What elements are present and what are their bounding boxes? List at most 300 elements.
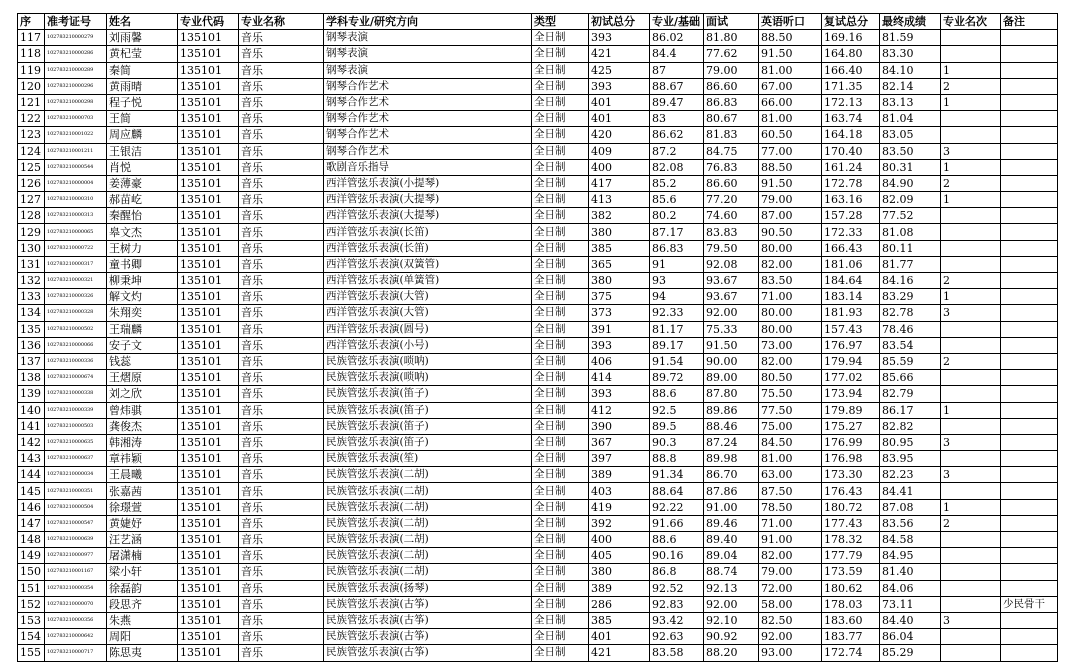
table-row: [18, 402, 1058, 418]
cell-interview-score: 81.83: [704, 127, 759, 143]
cell-research-direction: 歌剧音乐指导: [324, 159, 532, 175]
cell-exam-id: 102783210000635: [45, 434, 107, 450]
cell-major-name: 音乐: [239, 111, 324, 127]
cell-exam-id: 102783210000296: [45, 78, 107, 94]
cell-major-rank: 2: [941, 78, 1001, 94]
cell-major-rank: [941, 240, 1001, 256]
table-row: [18, 515, 1058, 531]
cell-study-type: 全日制: [532, 273, 589, 289]
cell-interview-score: 89.00: [704, 370, 759, 386]
cell-interview-score: 86.83: [704, 94, 759, 110]
cell-name: 汪艺涵: [107, 532, 178, 548]
table-row: [18, 596, 1058, 612]
cell-major-name: 音乐: [239, 564, 324, 580]
cell-prelim-score: 420: [589, 127, 650, 143]
cell-interview-score: 89.86: [704, 402, 759, 418]
cell-seq: 149: [18, 548, 45, 564]
table-row: [18, 434, 1058, 450]
cell-study-type: 全日制: [532, 30, 589, 46]
cell-major-name: 音乐: [239, 159, 324, 175]
cell-name: 姜薄豪: [107, 175, 178, 191]
cell-english-oral-score: 71.00: [759, 515, 822, 531]
cell-specialty-score: 89.17: [650, 337, 704, 353]
cell-prelim-score: 401: [589, 94, 650, 110]
cell-final-score: 84.41: [880, 483, 941, 499]
cell-major-code: 135101: [178, 289, 239, 305]
cell-english-oral-score: 82.00: [759, 548, 822, 564]
cell-remark: [1001, 499, 1058, 515]
cell-name: 刘之欣: [107, 386, 178, 402]
cell-study-type: 全日制: [532, 143, 589, 159]
cell-final-score: 82.79: [880, 386, 941, 402]
cell-interview-score: 77.20: [704, 192, 759, 208]
cell-prelim-score: 417: [589, 175, 650, 191]
cell-research-direction: 西洋管弦乐表演(单簧管): [324, 273, 532, 289]
cell-retest-score: 183.14: [822, 289, 880, 305]
cell-major-code: 135101: [178, 386, 239, 402]
cell-major-rank: 3: [941, 467, 1001, 483]
cell-prelim-score: 401: [589, 629, 650, 645]
cell-major-code: 135101: [178, 273, 239, 289]
header-research-direction: 学科专业/研究方向: [324, 14, 532, 30]
cell-major-rank: [941, 645, 1001, 661]
cell-seq: 155: [18, 645, 45, 661]
cell-major-code: 135101: [178, 78, 239, 94]
cell-major-rank: 2: [941, 353, 1001, 369]
cell-seq: 123: [18, 127, 45, 143]
cell-english-oral-score: 81.00: [759, 111, 822, 127]
cell-final-score: 84.90: [880, 175, 941, 191]
cell-exam-id: 102783210000642: [45, 629, 107, 645]
cell-research-direction: 民族管弦乐表演(二胡): [324, 515, 532, 531]
cell-remark: [1001, 564, 1058, 580]
table-row: [18, 418, 1058, 434]
cell-prelim-score: 409: [589, 143, 650, 159]
cell-retest-score: 176.97: [822, 337, 880, 353]
cell-retest-score: 173.30: [822, 467, 880, 483]
header-retest-score: 复试总分: [822, 14, 880, 30]
cell-study-type: 全日制: [532, 62, 589, 78]
cell-interview-score: 87.86: [704, 483, 759, 499]
cell-seq: 130: [18, 240, 45, 256]
cell-seq: 146: [18, 499, 45, 515]
cell-english-oral-score: 78.50: [759, 499, 822, 515]
cell-prelim-score: 413: [589, 192, 650, 208]
cell-exam-id: 102783210000279: [45, 30, 107, 46]
cell-retest-score: 176.43: [822, 483, 880, 499]
cell-major-rank: [941, 127, 1001, 143]
cell-major-code: 135101: [178, 402, 239, 418]
cell-interview-score: 90.92: [704, 629, 759, 645]
cell-major-name: 音乐: [239, 62, 324, 78]
cell-remark: [1001, 78, 1058, 94]
cell-retest-score: 163.16: [822, 192, 880, 208]
cell-retest-score: 181.06: [822, 256, 880, 272]
cell-specialty-score: 91.66: [650, 515, 704, 531]
cell-major-code: 135101: [178, 192, 239, 208]
cell-interview-score: 88.46: [704, 418, 759, 434]
cell-remark: [1001, 30, 1058, 46]
cell-remark: [1001, 402, 1058, 418]
cell-name: 刘雨馨: [107, 30, 178, 46]
cell-seq: 134: [18, 305, 45, 321]
header-name: 姓名: [107, 14, 178, 30]
cell-seq: 152: [18, 596, 45, 612]
cell-seq: 137: [18, 353, 45, 369]
cell-major-code: 135101: [178, 467, 239, 483]
cell-exam-id: 102783210000339: [45, 402, 107, 418]
cell-english-oral-score: 83.50: [759, 273, 822, 289]
table-row: [18, 370, 1058, 386]
cell-retest-score: 173.94: [822, 386, 880, 402]
cell-retest-score: 177.79: [822, 548, 880, 564]
cell-retest-score: 183.77: [822, 629, 880, 645]
cell-final-score: 82.23: [880, 467, 941, 483]
cell-major-code: 135101: [178, 240, 239, 256]
cell-interview-score: 80.67: [704, 111, 759, 127]
cell-major-rank: 2: [941, 273, 1001, 289]
cell-major-name: 音乐: [239, 483, 324, 499]
cell-specialty-score: 82.08: [650, 159, 704, 175]
cell-prelim-score: 389: [589, 467, 650, 483]
cell-exam-id: 102783210001167: [45, 564, 107, 580]
cell-final-score: 81.40: [880, 564, 941, 580]
cell-name: 郝苗屹: [107, 192, 178, 208]
cell-major-rank: 1: [941, 159, 1001, 175]
table-row: [18, 192, 1058, 208]
cell-final-score: 80.95: [880, 434, 941, 450]
cell-seq: 145: [18, 483, 45, 499]
cell-interview-score: 90.00: [704, 353, 759, 369]
cell-major-name: 音乐: [239, 402, 324, 418]
cell-seq: 144: [18, 467, 45, 483]
cell-specialty-score: 86.62: [650, 127, 704, 143]
cell-name: 秦简: [107, 62, 178, 78]
cell-interview-score: 89.04: [704, 548, 759, 564]
cell-exam-id: 102783210001211: [45, 143, 107, 159]
cell-research-direction: 民族管弦乐表演(笛子): [324, 386, 532, 402]
cell-specialty-score: 86.02: [650, 30, 704, 46]
cell-final-score: 85.66: [880, 370, 941, 386]
cell-major-rank: [941, 46, 1001, 62]
cell-major-name: 音乐: [239, 532, 324, 548]
cell-interview-score: 91.00: [704, 499, 759, 515]
cell-prelim-score: 380: [589, 564, 650, 580]
header-remark: 备注: [1001, 14, 1058, 30]
cell-remark: [1001, 273, 1058, 289]
header-english-oral-score: 英语听口: [759, 14, 822, 30]
cell-major-code: 135101: [178, 256, 239, 272]
cell-major-code: 135101: [178, 46, 239, 62]
cell-english-oral-score: 77.00: [759, 143, 822, 159]
cell-major-code: 135101: [178, 645, 239, 661]
cell-major-rank: [941, 386, 1001, 402]
cell-exam-id: 102783210000504: [45, 499, 107, 515]
table-header-row: [18, 14, 1058, 30]
cell-research-direction: 民族管弦乐表演(二胡): [324, 564, 532, 580]
cell-english-oral-score: 58.00: [759, 596, 822, 612]
table-row: [18, 240, 1058, 256]
cell-major-name: 音乐: [239, 94, 324, 110]
cell-name: 朱燕: [107, 612, 178, 628]
cell-major-name: 音乐: [239, 548, 324, 564]
table-row: [18, 321, 1058, 337]
cell-prelim-score: 400: [589, 532, 650, 548]
cell-prelim-score: 403: [589, 483, 650, 499]
cell-specialty-score: 83.58: [650, 645, 704, 661]
cell-final-score: 83.54: [880, 337, 941, 353]
cell-english-oral-score: 79.00: [759, 192, 822, 208]
cell-prelim-score: 390: [589, 418, 650, 434]
cell-specialty-score: 86.8: [650, 564, 704, 580]
cell-prelim-score: 391: [589, 321, 650, 337]
cell-final-score: 85.29: [880, 645, 941, 661]
cell-final-score: 81.08: [880, 224, 941, 240]
cell-exam-id: 102783210000703: [45, 111, 107, 127]
cell-study-type: 全日制: [532, 596, 589, 612]
cell-research-direction: 西洋管弦乐表演(长笛): [324, 240, 532, 256]
cell-major-name: 音乐: [239, 240, 324, 256]
cell-seq: 150: [18, 564, 45, 580]
cell-retest-score: 169.16: [822, 30, 880, 46]
cell-remark: [1001, 386, 1058, 402]
cell-remark: [1001, 580, 1058, 596]
cell-study-type: 全日制: [532, 645, 589, 661]
cell-specialty-score: 93: [650, 273, 704, 289]
cell-seq: 121: [18, 94, 45, 110]
cell-major-name: 音乐: [239, 515, 324, 531]
cell-study-type: 全日制: [532, 78, 589, 94]
cell-study-type: 全日制: [532, 515, 589, 531]
cell-major-rank: [941, 337, 1001, 353]
cell-english-oral-score: 88.50: [759, 159, 822, 175]
cell-english-oral-score: 91.00: [759, 532, 822, 548]
cell-major-name: 音乐: [239, 629, 324, 645]
cell-seq: 151: [18, 580, 45, 596]
cell-final-score: 77.52: [880, 208, 941, 224]
cell-english-oral-score: 75.50: [759, 386, 822, 402]
cell-research-direction: 民族管弦乐表演(笛子): [324, 418, 532, 434]
cell-prelim-score: 414: [589, 370, 650, 386]
cell-seq: 125: [18, 159, 45, 175]
cell-study-type: 全日制: [532, 564, 589, 580]
cell-major-name: 音乐: [239, 612, 324, 628]
cell-major-rank: [941, 321, 1001, 337]
cell-retest-score: 172.74: [822, 645, 880, 661]
cell-specialty-score: 85.2: [650, 175, 704, 191]
cell-exam-id: 102783210000639: [45, 532, 107, 548]
cell-research-direction: 民族管弦乐表演(唢呐): [324, 353, 532, 369]
cell-retest-score: 177.02: [822, 370, 880, 386]
cell-name: 程子悦: [107, 94, 178, 110]
table-row: [18, 305, 1058, 321]
cell-major-name: 音乐: [239, 467, 324, 483]
cell-remark: [1001, 175, 1058, 191]
cell-major-name: 音乐: [239, 192, 324, 208]
cell-seq: 119: [18, 62, 45, 78]
cell-prelim-score: 400: [589, 159, 650, 175]
cell-name: 钱蕊: [107, 353, 178, 369]
cell-research-direction: 西洋管弦乐表演(圆号): [324, 321, 532, 337]
cell-english-oral-score: 67.00: [759, 78, 822, 94]
cell-major-code: 135101: [178, 353, 239, 369]
cell-major-name: 音乐: [239, 434, 324, 450]
cell-major-rank: 1: [941, 94, 1001, 110]
cell-exam-id: 102783210000328: [45, 305, 107, 321]
cell-english-oral-score: 73.00: [759, 337, 822, 353]
cell-interview-score: 87.24: [704, 434, 759, 450]
cell-name: 黄雨晴: [107, 78, 178, 94]
cell-remark: [1001, 418, 1058, 434]
table-row: [18, 111, 1058, 127]
cell-remark: [1001, 548, 1058, 564]
cell-specialty-score: 90.16: [650, 548, 704, 564]
cell-prelim-score: 385: [589, 612, 650, 628]
cell-final-score: 87.08: [880, 499, 941, 515]
cell-seq: 122: [18, 111, 45, 127]
cell-specialty-score: 92.5: [650, 402, 704, 418]
cell-specialty-score: 88.6: [650, 386, 704, 402]
cell-major-name: 音乐: [239, 353, 324, 369]
cell-study-type: 全日制: [532, 418, 589, 434]
cell-name: 朱翔奕: [107, 305, 178, 321]
cell-prelim-score: 367: [589, 434, 650, 450]
cell-major-code: 135101: [178, 629, 239, 645]
cell-name: 张嘉茜: [107, 483, 178, 499]
cell-major-name: 音乐: [239, 580, 324, 596]
cell-study-type: 全日制: [532, 548, 589, 564]
cell-seq: 139: [18, 386, 45, 402]
cell-major-code: 135101: [178, 30, 239, 46]
cell-retest-score: 175.27: [822, 418, 880, 434]
cell-prelim-score: 286: [589, 596, 650, 612]
cell-interview-score: 77.62: [704, 46, 759, 62]
cell-prelim-score: 385: [589, 240, 650, 256]
cell-exam-id: 102783210000065: [45, 224, 107, 240]
cell-specialty-score: 87.17: [650, 224, 704, 240]
cell-major-code: 135101: [178, 434, 239, 450]
cell-retest-score: 173.59: [822, 564, 880, 580]
cell-retest-score: 184.64: [822, 273, 880, 289]
cell-major-rank: 2: [941, 175, 1001, 191]
cell-remark: [1001, 629, 1058, 645]
table-row: [18, 467, 1058, 483]
cell-final-score: 84.16: [880, 273, 941, 289]
cell-interview-score: 92.10: [704, 612, 759, 628]
cell-interview-score: 88.20: [704, 645, 759, 661]
cell-specialty-score: 87: [650, 62, 704, 78]
cell-retest-score: 166.40: [822, 62, 880, 78]
cell-seq: 154: [18, 629, 45, 645]
cell-retest-score: 172.13: [822, 94, 880, 110]
cell-major-code: 135101: [178, 451, 239, 467]
cell-research-direction: 西洋管弦乐表演(小提琴): [324, 175, 532, 191]
cell-seq: 148: [18, 532, 45, 548]
cell-study-type: 全日制: [532, 629, 589, 645]
cell-major-name: 音乐: [239, 78, 324, 94]
cell-exam-id: 102783210000289: [45, 62, 107, 78]
cell-research-direction: 民族管弦乐表演(唢呐): [324, 370, 532, 386]
cell-study-type: 全日制: [532, 434, 589, 450]
header-study-type: 类型: [532, 14, 589, 30]
cell-specialty-score: 92.63: [650, 629, 704, 645]
table-row: [18, 224, 1058, 240]
cell-final-score: 82.78: [880, 305, 941, 321]
cell-name: 屠潇楠: [107, 548, 178, 564]
cell-seq: 140: [18, 402, 45, 418]
table-row: [18, 289, 1058, 305]
cell-study-type: 全日制: [532, 305, 589, 321]
cell-prelim-score: 375: [589, 289, 650, 305]
cell-major-code: 135101: [178, 305, 239, 321]
cell-interview-score: 86.60: [704, 78, 759, 94]
cell-retest-score: 180.62: [822, 580, 880, 596]
cell-final-score: 86.17: [880, 402, 941, 418]
cell-major-code: 135101: [178, 483, 239, 499]
cell-english-oral-score: 80.50: [759, 370, 822, 386]
cell-final-score: 84.40: [880, 612, 941, 628]
table-row: [18, 208, 1058, 224]
cell-interview-score: 93.67: [704, 273, 759, 289]
cell-specialty-score: 88.6: [650, 532, 704, 548]
cell-english-oral-score: 90.50: [759, 224, 822, 240]
cell-seq: 129: [18, 224, 45, 240]
cell-remark: [1001, 62, 1058, 78]
cell-final-score: 83.29: [880, 289, 941, 305]
cell-specialty-score: 84.4: [650, 46, 704, 62]
cell-major-rank: [941, 596, 1001, 612]
cell-name: 黄婕妤: [107, 515, 178, 531]
cell-major-name: 音乐: [239, 451, 324, 467]
cell-seq: 120: [18, 78, 45, 94]
cell-exam-id: 102783210000326: [45, 289, 107, 305]
cell-seq: 126: [18, 175, 45, 191]
cell-study-type: 全日制: [532, 256, 589, 272]
table-row: [18, 159, 1058, 175]
table-row: [18, 94, 1058, 110]
table-row: [18, 451, 1058, 467]
header-specialty-score: 专业/基础: [650, 14, 704, 30]
cell-major-rank: [941, 224, 1001, 240]
cell-major-code: 135101: [178, 143, 239, 159]
cell-exam-id: 102783210000004: [45, 175, 107, 191]
cell-prelim-score: 389: [589, 580, 650, 596]
cell-interview-score: 89.46: [704, 515, 759, 531]
cell-interview-score: 92.13: [704, 580, 759, 596]
cell-study-type: 全日制: [532, 353, 589, 369]
cell-name: 王晨曦: [107, 467, 178, 483]
cell-english-oral-score: 71.00: [759, 289, 822, 305]
cell-remark: [1001, 451, 1058, 467]
cell-study-type: 全日制: [532, 612, 589, 628]
cell-interview-score: 86.60: [704, 175, 759, 191]
cell-specialty-score: 92.22: [650, 499, 704, 515]
cell-name: 曾炜骐: [107, 402, 178, 418]
cell-exam-id: 102783210000502: [45, 321, 107, 337]
cell-study-type: 全日制: [532, 580, 589, 596]
cell-remark: 少民骨干: [1001, 596, 1058, 612]
cell-prelim-score: 393: [589, 386, 650, 402]
cell-study-type: 全日制: [532, 499, 589, 515]
cell-interview-score: 81.80: [704, 30, 759, 46]
cell-major-code: 135101: [178, 337, 239, 353]
cell-name: 周应麟: [107, 127, 178, 143]
cell-retest-score: 157.43: [822, 321, 880, 337]
table-row: [18, 175, 1058, 191]
cell-seq: 127: [18, 192, 45, 208]
cell-remark: [1001, 321, 1058, 337]
admission-results-table: [17, 13, 1058, 662]
